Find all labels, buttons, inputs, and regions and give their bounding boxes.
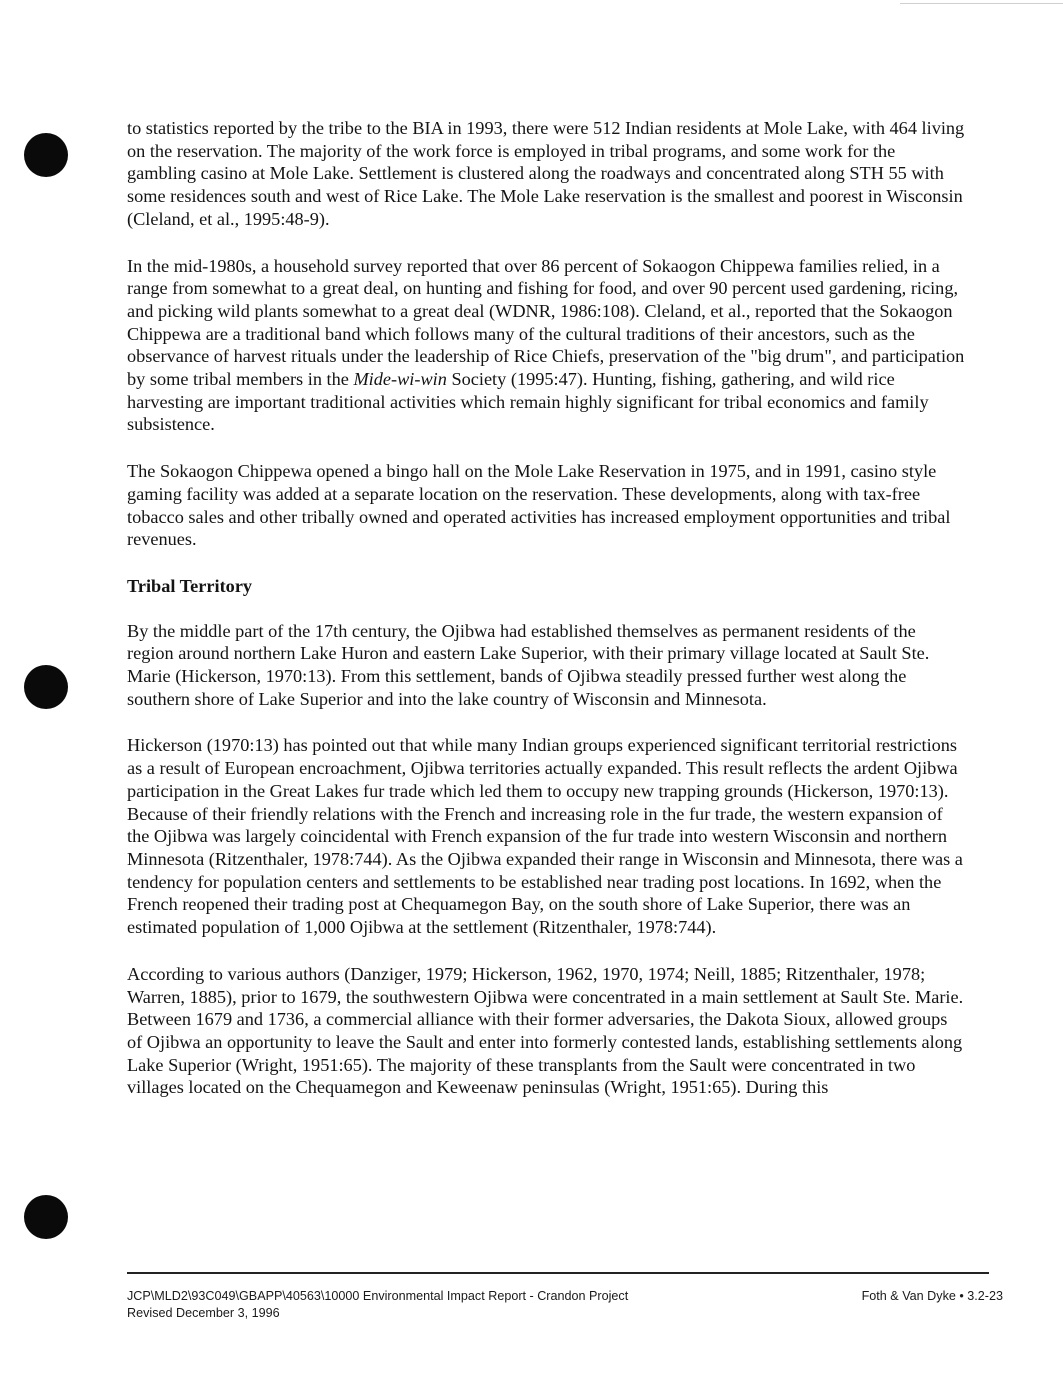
paragraph-mole-lake-statistics: to statistics reported by the tribe to the BIA in 1993, there were 512 Indian residents at Mole Lake, with 464 living on the reservation. The majority of the work force is employed in tribal programs, and some work for the gambling casino at Mole Lake. Settlement is clustered along the roadways and concentrated along STH 55 with some residences south and west of Rice Lake. The Mole Lake reservation is the smallest and poorest in Wisconsin (Cleland, et al., 1995:48-9). <box>127 118 965 229</box>
body-text <box>127 117 967 1123</box>
binder-hole-bottom <box>24 1195 68 1239</box>
paragraph-bingo-hall: The Sokaogon Chippewa opened a bingo hall on the Mole Lake Reservation in 1975, and in 1991, casino style gaming facility was added at a separate location on the reservation. These developments, along with tax-free tobacco sales and other tribally owned and operated activities has increased employment opportunities and tribal revenues. <box>127 461 951 550</box>
footer-rule <box>127 1272 989 1274</box>
paragraph-various-authors: According to various authors (Danziger, 1979; Hickerson, 1962, 1970, 1974; Neill, 1885; Ritzenthaler, 1978; Warren, 1885), prior to 1679, the southwestern Ojibwa were concentrated in a main settlement at Sault Ste. Marie. Between 1679 and 1736, a commercial alliance with their former adversaries, the Dakota Sioux, allowed groups of Ojibwa an opportunity to leave the Sault and enter into formerly contested lands, establishing settlements along Lake Superior (Wright, 1951:65). The majority of these transplants from the Sault were concentrated in two villages located on the Chequamegon and Keweenaw peninsulas (Wright, 1951:65). During this <box>127 963 964 1098</box>
paragraph-17th-century: By the middle part of the 17th century, the Ojibwa had established themselves as permanent residents of the region around northern Lake Huron and eastern Lake Superior, with their primary village located at Sault Ste. Marie (Hickerson, 1970:13). From this settlement, bands of Ojibwa steadily pressed further west along the southern shore of Lake Superior and into the lake country of Wisconsin and Minnesota. <box>127 620 930 709</box>
binder-hole-top <box>24 133 68 177</box>
footer-revised-date: Revised December 3, 1996 <box>127 1306 280 1320</box>
section-heading-tribal-territory: Tribal Territory <box>127 575 253 596</box>
footer-file-path: JCP\MLD2\93C049\GBAPP\40563\10000 Environmental Impact Report - Crandon Project <box>127 1289 629 1303</box>
paragraph-household-survey <box>127 255 967 437</box>
paragraph-household-survey-part-2: Society (1995:47). Hunting, fishing, gathering, and wild rice harvesting are important traditional activities which remain highly significant for tribal economics and family subsistence. <box>127 369 929 435</box>
footer-page-reference: Foth & Van Dyke • 3.2-23 <box>861 1289 1003 1303</box>
scan-edge-line <box>900 3 1063 4</box>
paragraph-hickerson: Hickerson (1970:13) has pointed out that while many Indian groups experienced significant territorial restrictions as a result of European encroachment, Ojibwa territories actually expanded. This result reflects the ardent Ojibwa participation in the Great Lakes fur trade which led them to occupy new trapping grounds (Hickerson, 1970:13). Because of their friendly relations with the French and increasing role in the fur trade, the western expansion of the Ojibwa was largely coincidental with French expansion of the fur trade into western Wisconsin and northern Minnesota (Ritzenthaler, 1978:744). As the Ojibwa expanded their range in Wisconsin and Minnesota, there was a tendency for population centers and settlements to be established near trading post locations. In 1692, when the French reopened their trading post at Chequamegon Bay, on the south shore of Lake Superior, there was an estimated population of 1,000 Ojibwa at the settlement (Ritzenthaler, 1978:744). <box>127 735 963 938</box>
paragraph-household-survey-part-1: In the mid-1980s, a household survey reported that over 86 percent of Sokaogon Chippewa families relied, in a range from somewhat to a great deal, on hunting and fishing for food, and over 90 percent used gardening, ricing, and picking wild plants somewhat to a great deal (WDNR, 1986:108). Cleland, et al., reported that the Sokaogon Chippewa are a traditional band which follows many of the cultural traditions of their ancestors, such as the observance of harvest rituals under the leadership of Rice Chiefs, preservation of the "big drum", and participation by some tribal members in the <box>127 255 965 390</box>
page-footer <box>127 1288 1003 1322</box>
binder-hole-middle <box>24 665 68 709</box>
mide-wi-win-term: Mide-wi-win <box>353 369 447 390</box>
